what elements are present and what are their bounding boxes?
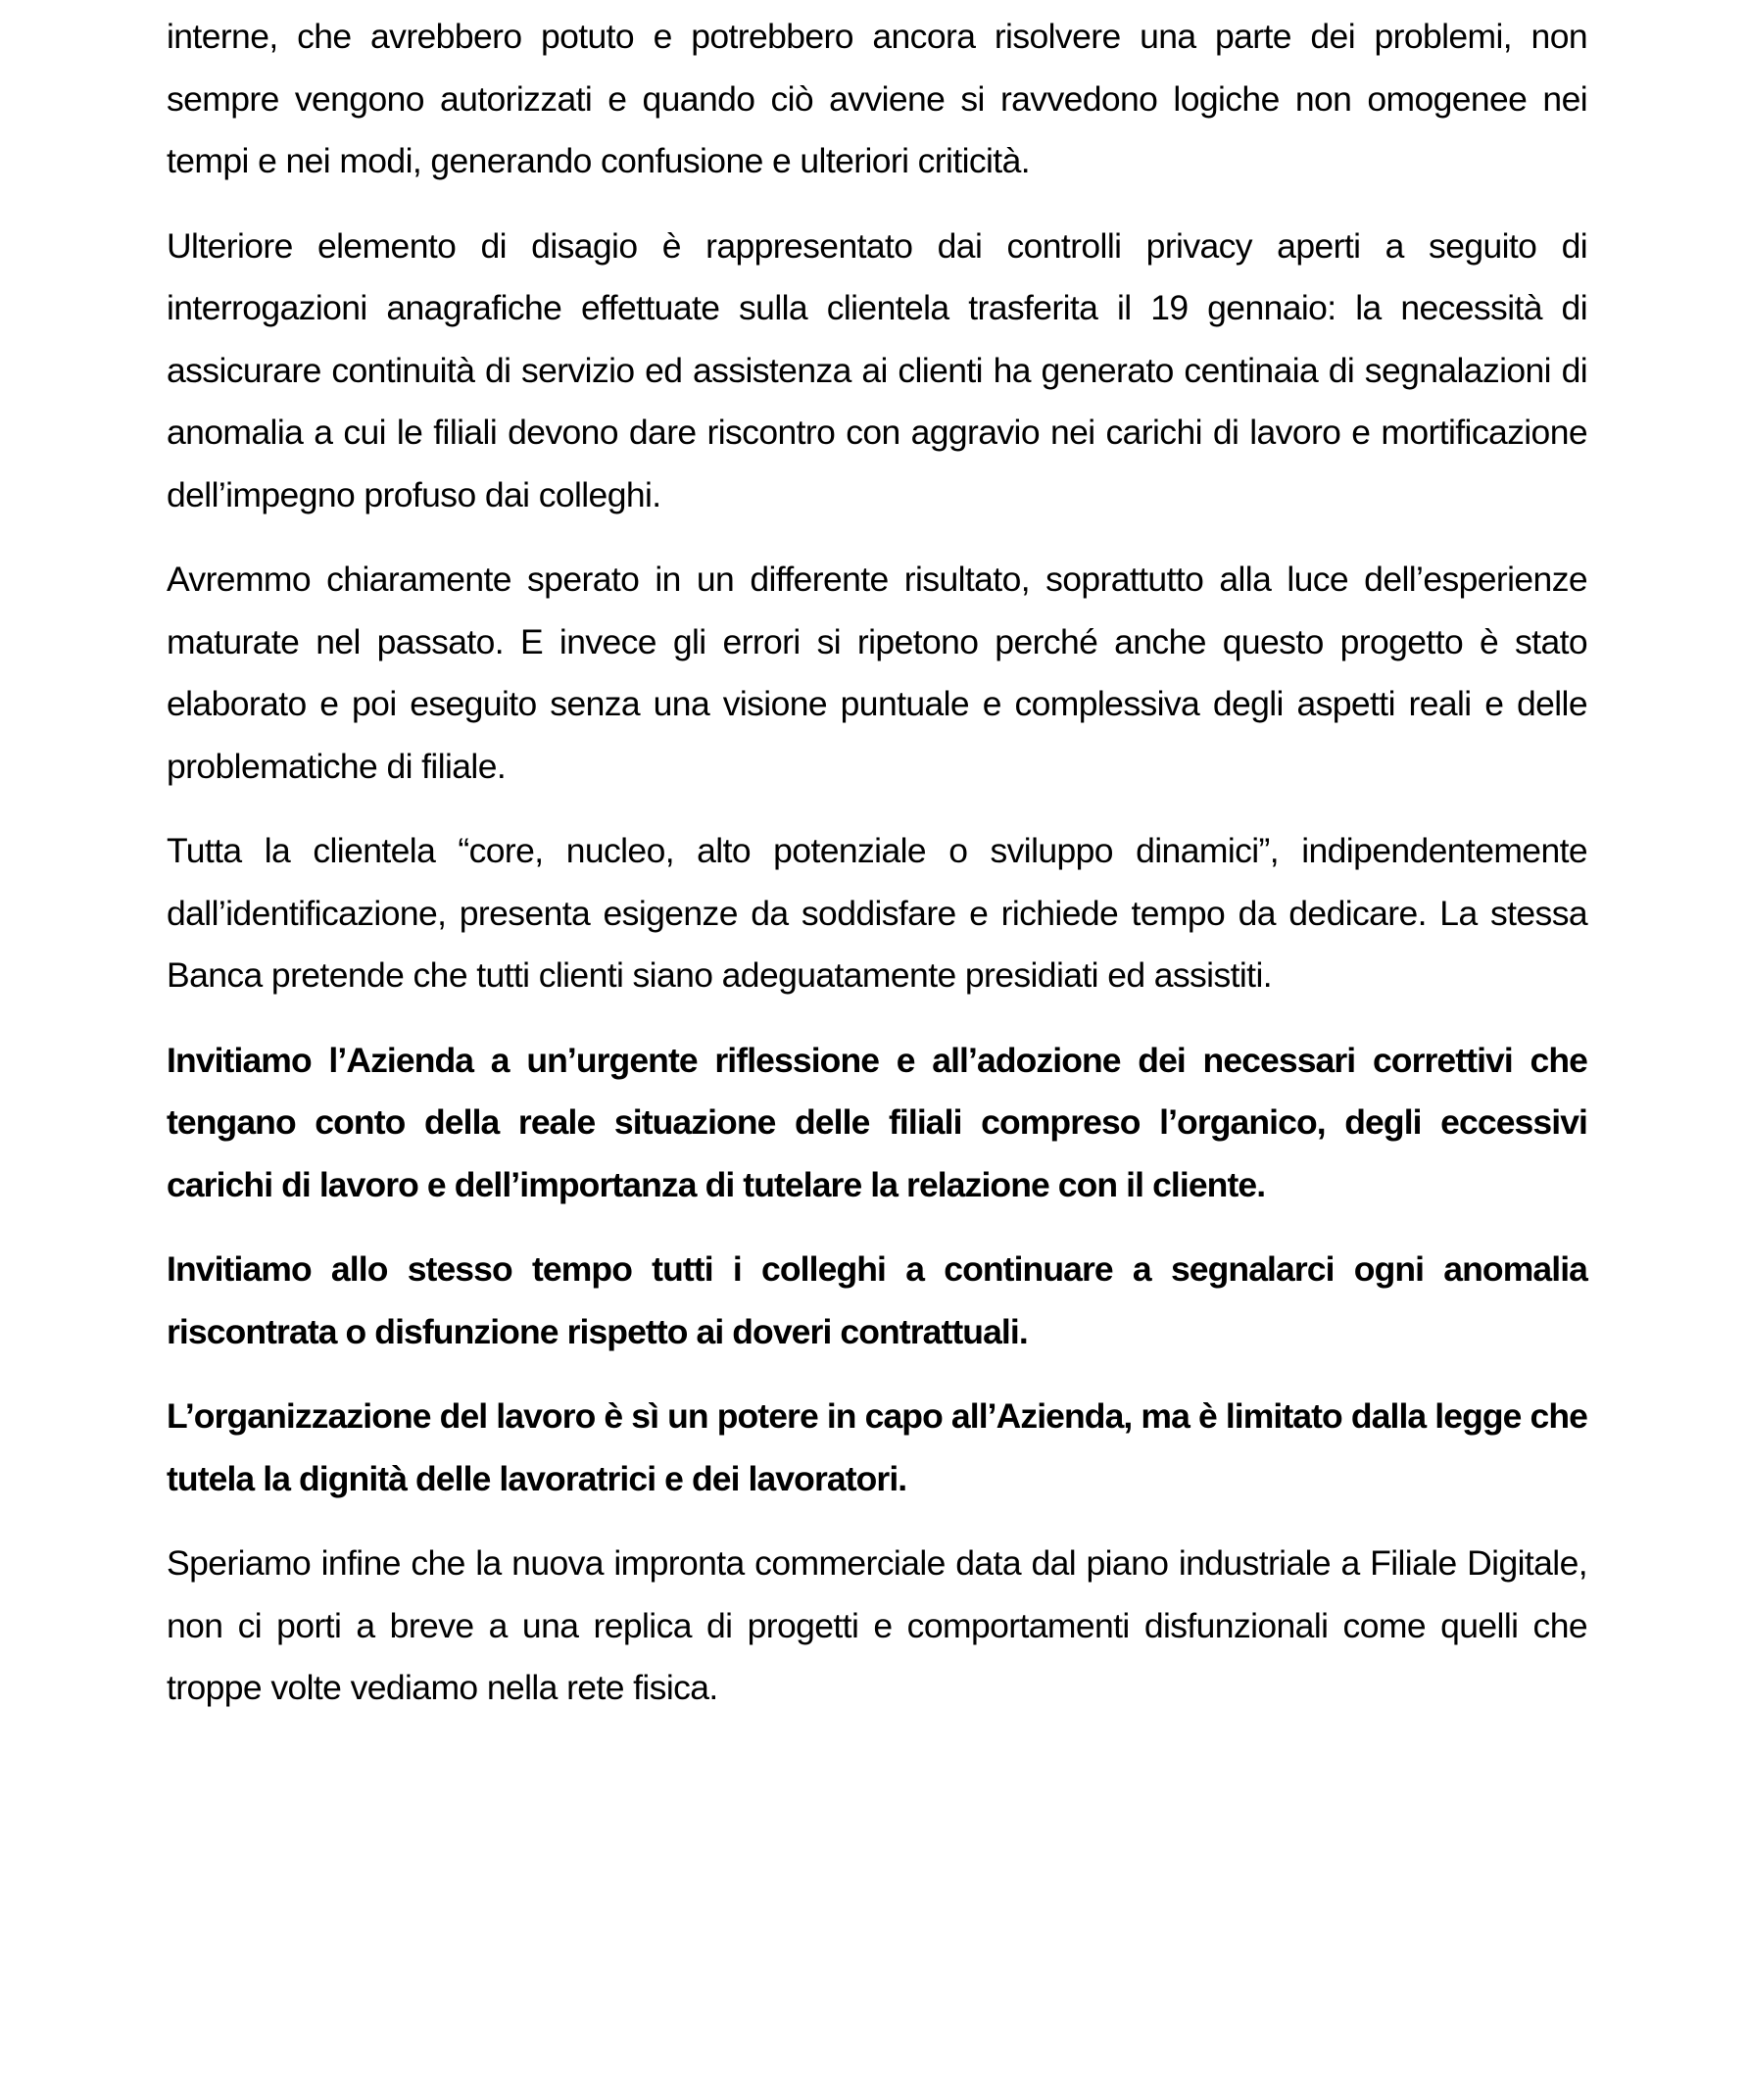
paragraph-internal-solutions: interne, che avrebbero potuto e potrebbero ancora risolvere una parte dei problemi, non sempre vengono autorizzati e quando ciò avviene si ravvedono logiche non omogenee nei tempi e nei modi, generando confusione e ulteriori criticità. bbox=[167, 17, 1587, 180]
paragraph-privacy-controls: Ulteriore elemento di disagio è rappresentato dai controlli privacy aperti a seguito di interrogazioni anagrafiche effettuate sulla clientela trasferita il 19 gennaio: la necessità di assicurare continuità di servizio ed assistenza ai clienti ha generato centinaia di segnalazioni di anomalia a cui le filiali devono dare riscontro con aggravio nei carichi di lavoro e mortificazione dell’impegno profuso dai colleghi. bbox=[167, 225, 1587, 514]
paragraph-work-organization: L’organizzazione del lavoro è sì un potere in capo all’Azienda, ma è limitato dalla legge che tutela la dignità delle lavoratrici e dei lavoratori. bbox=[167, 1396, 1587, 1498]
document-page bbox=[167, 6, 1587, 1742]
paragraph-invitation-company: Invitiamo l’Azienda a un’urgente riflessione e all’adozione dei necessari correttivi che tengano conto della reale situazione delle filiali compreso l’organico, degli eccessivi carichi di lavoro e dell’importanza di tutelare la relazione con il cliente. bbox=[167, 1040, 1587, 1204]
paragraph-invitation-colleagues: Invitiamo allo stesso tempo tutti i colleghi a continuare a segnalarci ogni anomalia riscontrata o disfunzione rispetto ai doveri contrattuali. bbox=[167, 1249, 1587, 1351]
paragraph-clientele-needs: Tutta la clientela “core, nucleo, alto potenziale o sviluppo dinamici”, indipendentemente dall’identificazione, presenta esigenze da soddisfare e richiede tempo da dedicare. La stessa Banca pretende che tutti clienti siano adeguatamente presidiati ed assistiti. bbox=[167, 831, 1587, 995]
paragraph-digital-branch: Speriamo infine che la nuova impronta commerciale data dal piano industriale a Filiale Digitale, non ci porti a breve a una replica di progetti e comportamenti disfunzionali come quelli che troppe volte vediamo nella rete fisica. bbox=[167, 1543, 1587, 1707]
paragraph-expected-result: Avremmo chiaramente sperato in un differente risultato, soprattutto alla luce dell’esperienze maturate nel passato. E invece gli errori si ripetono perché anche questo progetto è stato elaborato e poi eseguito senza una visione puntuale e complessiva degli aspetti reali e delle problematiche di filiale. bbox=[167, 560, 1587, 786]
